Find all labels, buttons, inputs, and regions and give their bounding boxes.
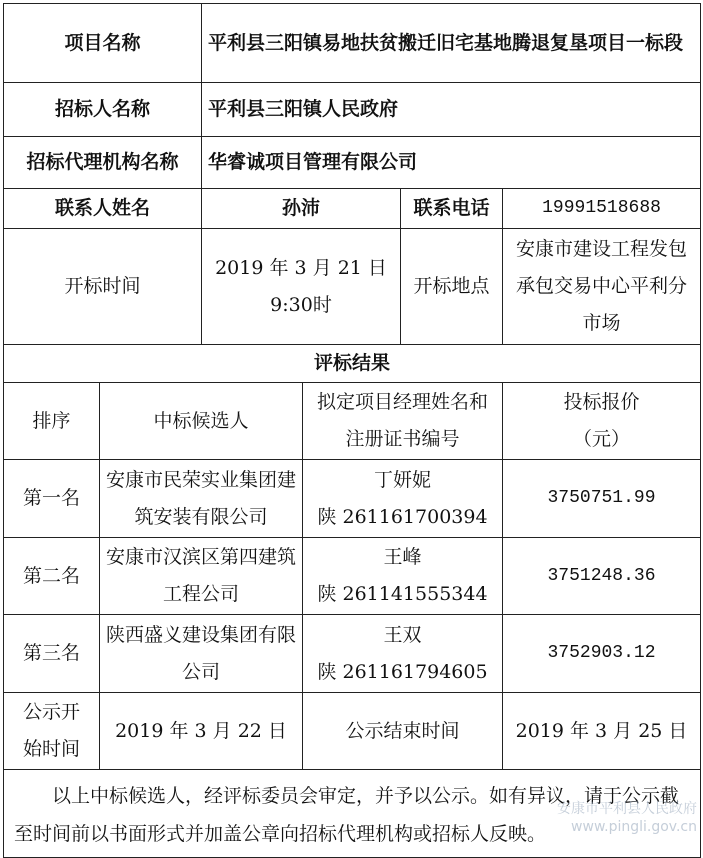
publicity-row [4, 693, 701, 770]
rank-header: 排序 [4, 383, 100, 460]
publicity-start: 2019 年 3 月 22 日 [100, 693, 303, 770]
project-label: 项目名称 [4, 4, 202, 83]
manager-cell [303, 615, 503, 693]
results-header-row [4, 383, 701, 460]
manager-cert: 陕 261161794605 [317, 660, 488, 683]
contact-row [4, 189, 701, 229]
notice-row [4, 770, 701, 858]
price-header: 投标报价 （元） [503, 383, 701, 460]
opening-time [202, 229, 401, 345]
manager-cert: 陕 261141555344 [317, 583, 488, 605]
table-row [4, 538, 701, 615]
opening-place: 安康市建设工程发包承包交易中心平利分市场 [503, 229, 701, 345]
watermark-url: www.pingli.gov.cn [571, 819, 697, 835]
tenderer-row [4, 83, 701, 137]
rank-cell: 第二名 [4, 538, 100, 615]
agency-row [4, 137, 701, 189]
candidate-cell: 安康市汉滨区第四建筑工程公司 [100, 538, 303, 615]
tenderer-name: 平利县三阳镇人民政府 [202, 83, 701, 137]
publicity-start-label: 公示开 始时间 [4, 693, 100, 770]
project-name: 平利县三阳镇易地扶贫搬迁旧宅基地腾退复垦项目一标段 [202, 4, 701, 83]
table-row [4, 615, 701, 693]
price-cell: 3750751.99 [503, 460, 701, 538]
results-title: 评标结果 [4, 345, 701, 383]
manager-cert: 陕 261161700394 [317, 505, 488, 528]
manager-name: 丁妍妮 [374, 468, 432, 491]
contact-label: 联系人姓名 [4, 189, 202, 229]
opening-time-label: 开标时间 [4, 229, 202, 345]
results-title-row [4, 345, 701, 383]
candidate-cell: 陕西盛义建设集团有限公司 [100, 615, 303, 693]
contact-name: 孙沛 [202, 189, 401, 229]
opening-date: 2019 年 3 月 21 日 [215, 256, 387, 279]
agency-label: 招标代理机构名称 [4, 137, 202, 189]
opening-row [4, 229, 701, 345]
manager-cell [303, 538, 503, 615]
candidate-header: 中标候选人 [100, 383, 303, 460]
bid-result-table [3, 3, 701, 858]
manager-cell [303, 460, 503, 538]
phone-label: 联系电话 [401, 189, 503, 229]
agency-name: 华睿诚项目管理有限公司 [202, 137, 701, 189]
opening-place-label: 开标地点 [401, 229, 503, 345]
contact-phone: 19991518688 [503, 189, 701, 229]
manager-header: 拟定项目经理姓名和 注册证书编号 [303, 383, 503, 460]
publicity-end: 2019 年 3 月 25 日 [503, 693, 701, 770]
tenderer-label: 招标人名称 [4, 83, 202, 137]
publicity-end-label: 公示结束时间 [303, 693, 503, 770]
project-row [4, 4, 701, 83]
table-row [4, 460, 701, 538]
price-cell: 3752903.12 [503, 615, 701, 693]
notice-text: 以上中标候选人，经评标委员会审定，并予以公示。如有异议，请于公示截至时间前以书面形式并加盖公章向招标代理机构或招标人反映。 [4, 770, 701, 858]
rank-cell: 第一名 [4, 460, 100, 538]
watermark-title: 安康市平利县人民政府 [557, 801, 697, 817]
price-cell: 3751248.36 [503, 538, 701, 615]
rank-cell: 第三名 [4, 615, 100, 693]
candidate-cell: 安康市民荣实业集团建筑安装有限公司 [100, 460, 303, 538]
manager-name: 王双 [383, 623, 422, 646]
opening-hour: 9:30时 [270, 293, 332, 316]
manager-name: 王峰 [383, 546, 422, 568]
